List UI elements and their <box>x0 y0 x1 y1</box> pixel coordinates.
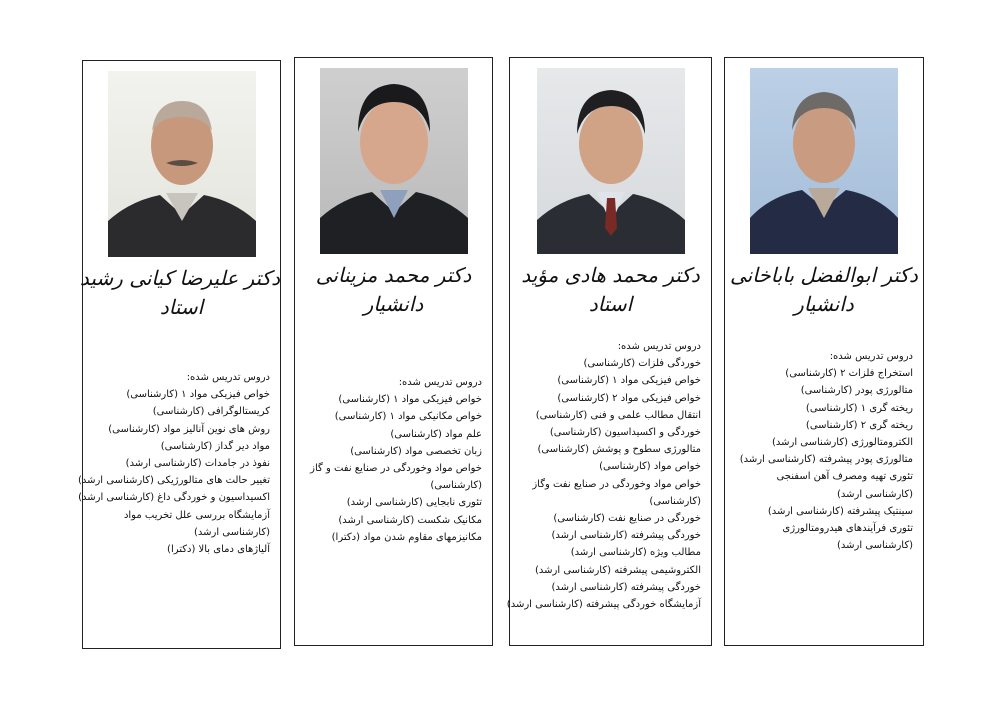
professor-rank: استاد <box>588 292 633 316</box>
professor-photo <box>537 68 685 254</box>
course-item: علم مواد (کارشناسی) <box>390 428 482 440</box>
course-item: خواص مواد وخوردگی در صنایع نفت وگاز <box>532 478 701 490</box>
professor-rank: استاد <box>159 295 204 319</box>
professor-photo <box>108 71 256 257</box>
person-portrait-icon <box>320 68 468 254</box>
course-item: تئوری تهیه ومصرف آهن اسفنجی <box>776 471 913 483</box>
course-item: مکانیک شکست (کارشناسی ارشد) <box>338 514 482 526</box>
course-item: کریستالوگرافی (کارشناسی) <box>152 406 270 418</box>
course-item: ریخته گری ۱ (کارشناسی) <box>805 402 913 414</box>
course-item: ریخته گری ۲ (کارشناسی) <box>805 419 913 431</box>
course-item: خوردگی فلزات (کارشناسی) <box>583 358 701 370</box>
course-item: خواص مکانیکی مواد ۱ (کارشناسی) <box>334 411 482 423</box>
course-item: تغییر حالت های متالورژیکی (کارشناسی ارشد) <box>77 475 270 487</box>
professor-card-kiani-rashid <box>77 60 281 649</box>
professor-rank: دانشیار <box>794 292 854 316</box>
course-item: الکتروشیمی پیشرفته (کارشناسی ارشد) <box>535 564 701 576</box>
course-item: متالورژی پودر پیشرفته (کارشناسی ارشد) <box>739 454 913 466</box>
course-item: استخراج فلزات ۲ (کارشناسی) <box>785 368 913 380</box>
professor-photo <box>320 68 468 254</box>
course-item: خوردگی پیشرفته (کارشناسی ارشد) <box>551 530 701 542</box>
professor-card-mazinani <box>294 57 493 646</box>
professor-card-babakhani <box>724 57 924 646</box>
course-item: متالورژی سطوح و پوشش (کارشناسی) <box>537 444 701 456</box>
course-item: خوردگی و اکسیداسیون (کارشناسی) <box>549 427 701 439</box>
course-item: (کارشناسی ارشد) <box>193 526 270 538</box>
courses-header: دروس تدریس شده: <box>186 372 270 383</box>
courses-list <box>301 374 482 546</box>
professor-name: دکتر محمد مزینانی <box>315 263 472 287</box>
course-item: زبان تخصصی مواد (کارشناسی) <box>350 445 482 457</box>
course-item: نفوذ در جامدات (کارشناسی ارشد) <box>125 458 270 470</box>
course-item: آزمایشگاه خوردگی پیشرفته (کارشناسی ارشد) <box>506 599 701 611</box>
professor-rank: دانشیار <box>363 292 424 316</box>
courses-header: دروس تدریس شده: <box>398 377 482 388</box>
person-portrait-icon <box>750 68 898 254</box>
person-portrait-icon <box>108 71 256 257</box>
professor-card-moayed <box>506 57 712 646</box>
course-item: خواص فیزیکی مواد ۲ (کارشناسی) <box>557 392 701 404</box>
courses-list <box>731 348 913 554</box>
courses-header: دروس تدریس شده: <box>617 341 701 352</box>
course-item: آلیاژهای دمای بالا (دکترا) <box>167 544 270 556</box>
course-item: اکسیداسیون و خوردگی داغ (کارشناسی ارشد) <box>78 492 270 504</box>
course-item: خواص فیزیکی مواد ۱ (کارشناسی) <box>557 375 701 387</box>
course-item: مطالب ویژه (کارشناسی ارشد) <box>570 547 701 559</box>
course-item: (کارشناسی) <box>649 495 701 507</box>
course-item: مکانیزمهای مقاوم شدن مواد (دکترا) <box>331 531 482 543</box>
course-item: خوردگی در صنایع نفت (کارشناسی) <box>553 513 701 525</box>
professor-name: دکتر علیرضا کیانی رشید <box>79 266 280 290</box>
professor-name: دکتر ابوالفضل باباخانی <box>730 263 918 287</box>
course-item: خوردگی پیشرفته (کارشناسی ارشد) <box>551 581 701 593</box>
course-item: خواص مواد وخوردگی در صنایع نفت و گاز <box>310 463 482 475</box>
person-portrait-icon <box>537 68 685 254</box>
course-item: خواص فیزیکی مواد ۱ (کارشناسی) <box>126 389 270 401</box>
course-item: آزمایشگاه بررسی علل تخریب مواد <box>123 509 270 521</box>
course-item: انتقال مطالب علمی و فنی (کارشناسی) <box>535 409 701 421</box>
course-item: خواص فیزیکی مواد ۱ (کارشناسی) <box>338 394 482 406</box>
course-item: تئوری فرآیندهای هیدرومتالورژی <box>782 523 913 535</box>
course-item: تئوری نابجایی (کارشناسی ارشد) <box>346 497 482 509</box>
professor-photo <box>750 68 898 254</box>
course-item: (کارشناسی) <box>430 480 482 492</box>
course-item: (کارشناسی ارشد) <box>836 540 913 552</box>
professor-name: دکتر محمد هادی مؤید <box>521 263 700 287</box>
courses-list <box>506 338 701 613</box>
course-item: الکترومتالورژی (کارشناسی ارشد) <box>771 437 913 449</box>
course-item: مواد دیر گداز (کارشناسی) <box>160 440 270 452</box>
courses-header: دروس تدریس شده: <box>829 351 913 362</box>
course-item: متالورژی پودر (کارشناسی) <box>800 385 913 397</box>
course-item: سینتیک پیشرفته (کارشناسی ارشد) <box>767 505 913 517</box>
course-item: (کارشناسی ارشد) <box>836 488 913 500</box>
course-item: خواص مواد (کارشناسی) <box>599 461 701 473</box>
courses-list <box>77 369 270 558</box>
course-item: روش های نوین آنالیز مواد (کارشناسی) <box>108 423 270 435</box>
